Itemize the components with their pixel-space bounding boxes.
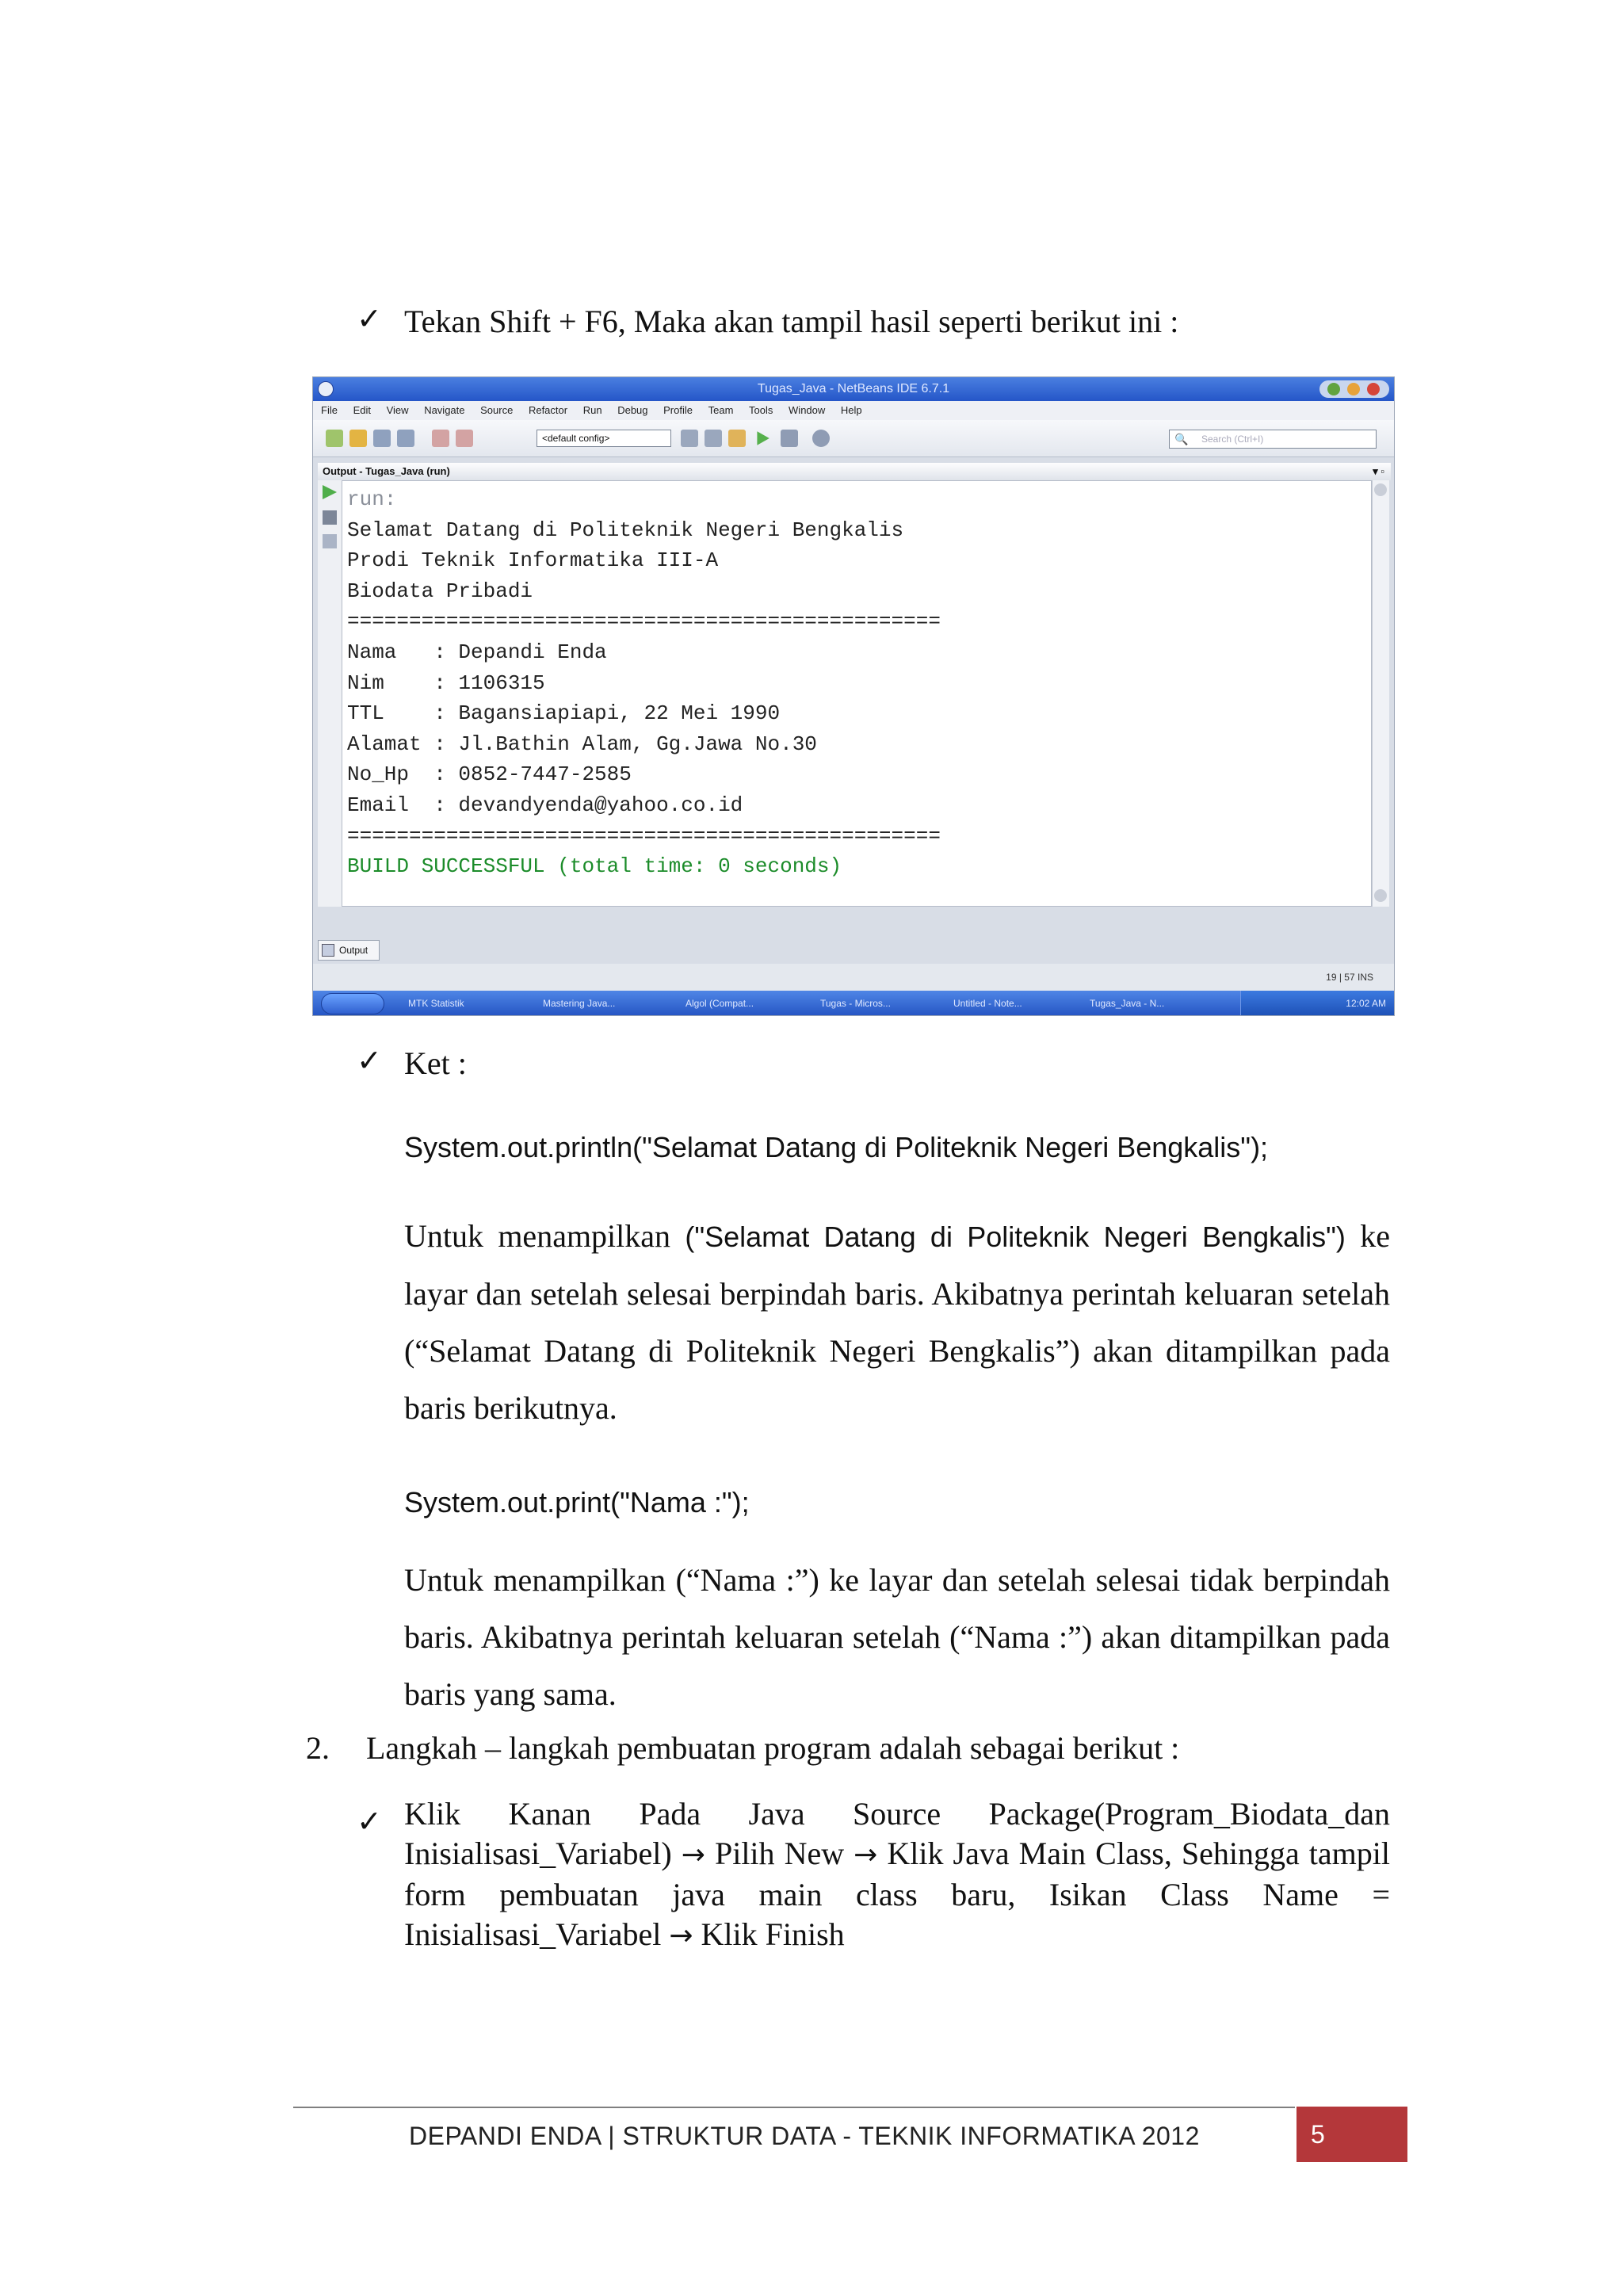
maximize-icon[interactable] [1347, 383, 1360, 395]
para-text: Untuk menampilkan [404, 1218, 685, 1254]
taskbar-item[interactable]: Tugas - Micros... [820, 998, 891, 1009]
status-bar [313, 964, 1394, 991]
para-print: Untuk menampilkan (“Nama :”) ke layar dan setelah selesai tidak berpindah baris. Akibatnya perintah keluaran setelah (“Nama :”) akan ditampilkan pada baris yang sama. [404, 1562, 1390, 1712]
output-side-buttons [318, 480, 342, 907]
arrow-icon: → [669, 1920, 693, 1952]
page-number: 5 [1296, 2107, 1407, 2162]
netbeans-screenshot [312, 376, 1395, 1016]
instruction-text: Klik Kanan Pada Java Source Package(Program_Biodata_dan Inisialisasi_Variabel) [404, 1796, 1390, 1871]
taskbar-item[interactable]: Algol (Compat... [685, 998, 754, 1009]
rerun-icon[interactable] [323, 485, 337, 499]
console-scrollbar[interactable] [1372, 480, 1389, 907]
output-tab-label: Output [339, 945, 369, 956]
console-line: ================================================ [347, 609, 941, 634]
console-line: run: [347, 487, 397, 511]
code-println: System.out.println("Selamat Datang di Politeknik Negeri Bengkalis"); [404, 1131, 1269, 1163]
build-icon[interactable] [681, 430, 698, 447]
stop-icon[interactable] [323, 510, 337, 525]
inline-code: ("Selamat Datang di Politeknik Negeri Bengkalis") [685, 1221, 1346, 1253]
window-titlebar [313, 377, 1394, 401]
menu-refactor[interactable]: Refactor [528, 404, 568, 416]
ket-label: Ket : [404, 1045, 467, 1081]
menu-help[interactable]: Help [840, 404, 862, 416]
instruction-text: Klik Java Main Class, Sehingga tampil form pembuatan java main class baru, Isikan Class Name = Inisialisasi_Variabel [404, 1836, 1390, 1952]
search-placeholder: Search (Ctrl+I) [1201, 434, 1264, 445]
scroll-up-icon[interactable] [1374, 483, 1387, 496]
output-window-controls-icon[interactable]: ▾ ▫ [1373, 465, 1384, 477]
menu-edit[interactable]: Edit [353, 404, 371, 416]
window-title: Tugas_Java - NetBeans IDE 6.7.1 [757, 382, 950, 395]
menu-profile[interactable]: Profile [663, 404, 693, 416]
close-icon[interactable] [1367, 383, 1380, 395]
system-tray [1240, 991, 1394, 1016]
console-line: Alamat : Jl.Bathin Alam, Gg.Jawa No.30 [347, 732, 817, 756]
arrow-icon: → [854, 1839, 878, 1871]
output-title: Output - Tugas_Java (run) [323, 465, 450, 477]
check-icon: ✓ [357, 301, 382, 336]
output-tab-icon [322, 944, 334, 957]
menu-tools[interactable]: Tools [749, 404, 773, 416]
undo-icon[interactable] [432, 430, 449, 447]
settings-icon[interactable] [323, 534, 337, 548]
check-icon: ✓ [357, 1804, 382, 1839]
console-line: No_Hp : 0852-7447-2585 [347, 762, 632, 787]
instruction-text: Pilih New [705, 1836, 854, 1871]
step2-heading: Langkah – langkah pembuatan program adalah sebagai berikut : [366, 1730, 1180, 1766]
console-line: BUILD SUCCESSFUL (total time: 0 seconds) [347, 854, 842, 879]
windows-taskbar [313, 991, 1394, 1016]
para-text: ke layar dan setelah selesai berpindah baris. Akibatnya perintah keluaran setelah (“Selamat Datang di Politeknik Negeri Bengkalis”) akan ditampilkan pada baris berikutnya. [404, 1218, 1390, 1426]
minimize-icon[interactable] [1327, 383, 1340, 395]
menu-team[interactable]: Team [708, 404, 734, 416]
clean-build-icon[interactable] [705, 430, 722, 447]
console-line: Email : devandyenda@yahoo.co.id [347, 793, 743, 817]
console-line: ================================================ [347, 823, 941, 848]
console-line: Nama : Depandi Enda [347, 640, 607, 664]
taskbar-item[interactable]: Tugas_Java - N... [1090, 998, 1165, 1009]
scroll-down-icon[interactable] [1374, 889, 1387, 902]
open-project-icon[interactable] [373, 430, 391, 447]
taskbar-item[interactable]: Mastering Java... [543, 998, 616, 1009]
arrow-icon: → [681, 1839, 705, 1871]
list-number: 2. [306, 1730, 330, 1766]
console-line: Biodata Pribadi [347, 579, 533, 603]
console-line: Nim : 1106315 [347, 670, 545, 695]
output-window-header [318, 463, 1391, 480]
step2-instruction [404, 1794, 1390, 1956]
menu-debug[interactable]: Debug [617, 404, 648, 416]
instruction-text: Klik Finish [693, 1916, 845, 1952]
code-print: System.out.print("Nama :"); [404, 1486, 750, 1519]
redo-icon[interactable] [456, 430, 473, 447]
debug-icon[interactable] [781, 430, 798, 447]
search-icon: 🔍 [1174, 433, 1189, 445]
profile-icon[interactable] [812, 430, 830, 447]
menu-bar [313, 401, 1394, 420]
intro-text: Tekan Shift + F6, Maka akan tampil hasil seperti berikut ini : [404, 304, 1179, 339]
start-button[interactable] [321, 993, 384, 1014]
new-file-icon[interactable] [326, 430, 343, 447]
save-all-icon[interactable] [397, 430, 414, 447]
footer-divider [293, 2107, 1295, 2108]
output-console [342, 480, 1372, 907]
menu-run[interactable]: Run [582, 404, 602, 416]
window-controls [1319, 380, 1389, 398]
console-line: Selamat Datang di Politeknik Negeri Bengkalis [347, 518, 904, 542]
clock: 12:02 AM [1346, 998, 1386, 1009]
new-project-icon[interactable] [349, 430, 367, 447]
search-input[interactable] [1169, 430, 1377, 449]
taskbar-item[interactable]: MTK Statistik [408, 998, 464, 1009]
menu-window[interactable]: Window [789, 404, 826, 416]
console-line: Prodi Teknik Informatika III-A [347, 548, 719, 573]
menu-view[interactable]: View [386, 404, 409, 416]
taskbar-item[interactable]: Untitled - Note... [953, 998, 1022, 1009]
config-select[interactable]: <default config> [537, 430, 671, 447]
footer-text: DEPANDI ENDA | STRUKTUR DATA - TEKNIK INFORMATIKA 2012 [409, 2122, 1200, 2150]
toolbar [313, 420, 1394, 457]
caret-position: 19 | 57 INS [1326, 972, 1373, 983]
menu-source[interactable]: Source [480, 404, 514, 416]
output-tab[interactable] [318, 940, 380, 961]
para-println [404, 1208, 1390, 1437]
app-icon [318, 381, 334, 397]
menu-navigate[interactable]: Navigate [424, 404, 465, 416]
hammer-icon[interactable] [728, 430, 746, 447]
menu-file[interactable]: File [321, 404, 338, 416]
run-icon[interactable] [754, 430, 771, 447]
console-line: TTL : Bagansiapiapi, 22 Mei 1990 [347, 701, 781, 726]
check-icon: ✓ [357, 1043, 382, 1078]
